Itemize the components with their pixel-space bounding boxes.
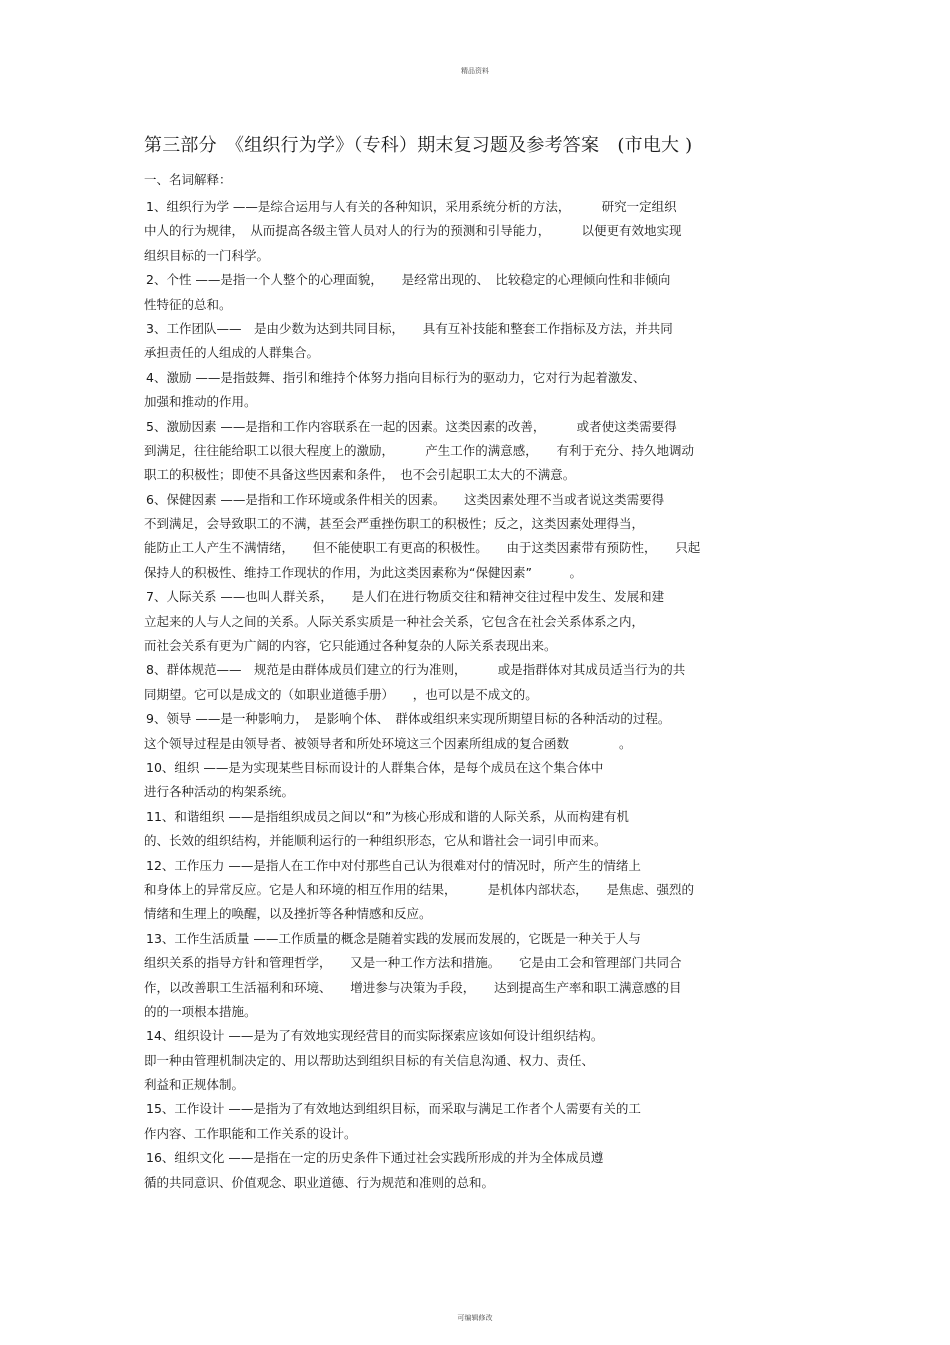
definition-term-line: 16、组织文化 ——是指在一定的历史条件下通过社会实践所形成的并为全体成员遵: [146, 1150, 604, 1166]
definition-term-line: 5、激励因素 ——是指和工作内容联系在一起的因素。这类因素的改善， 或者使这类需要得: [146, 418, 677, 434]
definition-text-line: 作，以改善职工生活福利和环境、 增进参与决策为手段， 达到提高生产率和职工满意感的目: [144, 979, 682, 995]
definition-text-line: 同期望。它可以是成文的（如职业道德手册） ，也可以是不成文的。: [144, 686, 538, 702]
definition-term-line: 13、工作生活质量 ——工作质量的概念是随着实践的发展而发展的，它既是一种关于人与: [146, 930, 641, 946]
definition-text-line: 立起来的人与人之间的关系。人际关系实质是一种社会关系，它包含在社会关系体系之内，: [144, 613, 645, 629]
definition-text-line: 中人的行为规律， 从而提高各级主管人员对人的行为的预测和引导能力， 以便更有效地实现: [144, 223, 682, 239]
definition-text-line: 组织目标的一门科学。: [144, 247, 270, 263]
definition-term-line: 14、组织设计 ——是为了有效地实现经营目的而实际探索应该如何设计组织结构。: [146, 1028, 604, 1044]
section-heading: 一、名词解释：: [144, 172, 232, 187]
definition-term-line: 9、领导 ——是一种影响力， 是影响个体、 群体或组织来实现所期望目标的各种活动的过程。: [146, 711, 671, 727]
definition-text-line: 而社会关系有更为广阔的内容，它只能通过各种复杂的人际关系表现出来。: [144, 638, 557, 654]
definition-term-line: 11、和谐组织 ——是指组织成员之间以“和”为核心形成和谐的人际关系，从而构建有机: [146, 808, 629, 824]
definition-text-line: 性特征的总和。: [144, 296, 232, 312]
definition-list: [144, 195, 810, 1195]
definition-term-line: 6、保健因素 ——是指和工作环境或条件相关的因素。 这类因素处理不当或者说这类需要得: [146, 491, 665, 507]
definition-term-line: 10、组织 ——是为实现某些目标而设计的人群集合体，是每个成员在这个集合体中: [146, 759, 604, 775]
footer-note: 可编辑修改: [457, 1314, 493, 1322]
definition-text-line: 作内容、工作职能和工作关系的设计。: [144, 1125, 357, 1141]
definition-text-line: 职工的积极性；即使不具备这些因素和条件， 也不会引起职工太大的不满意。: [144, 467, 576, 483]
definition-text-line: 的、长效的组织结构，并能顺利运行的一种组织形态，它从和谐社会一词引申而来。: [144, 833, 607, 849]
definition-term-line: 2、个性 ——是指一个人整个的心理面貌， 是经常出现的、 比较稳定的心理倾向性和非倾向: [146, 272, 671, 288]
definition-text-line: 进行各种活动的构架系统。: [144, 784, 295, 800]
definition-term-line: 12、工作压力 ——是指人在工作中对付那些自己认为很难对付的情况时，所产生的情绪上: [146, 857, 641, 873]
definition-text-line: 不到满足，会导致职工的不满，甚至会严重挫伤职工的积极性；反之，这类因素处理得当，: [144, 516, 645, 532]
definition-text-line: 保持人的积极性、维持工作现状的作用，为此这类因素称为“保健因素” 。: [144, 564, 582, 580]
header-note: 精品资料: [461, 67, 489, 75]
document-title: 第三部分 《组织行为学》（专科）期末复习题及参考答案 (市电大 ): [144, 135, 693, 156]
definition-text-line: 能防止工人产生不满情绪， 但不能使职工有更高的积极性。 由于这类因素带有预防性， 只起: [144, 540, 701, 556]
definition-text-line: 组织关系的指导方针和管理哲学， 又是一种工作方法和措施。 它是由工会和管理部门共同合: [144, 955, 682, 971]
definition-text-line: 循的共同意识、价值观念、职业道德、行为规范和准则的总和。: [144, 1174, 495, 1190]
definition-text-line: 到满足，往往能给职工以很大程度上的激励， 产生工作的满意感， 有利于充分、持久地调动: [144, 442, 695, 458]
definition-term-line: 1、组织行为学 ——是综合运用与人有关的各种知识，采用系统分析的方法， 研究一定组织: [146, 199, 677, 214]
definition-text-line: 加强和推动的作用。: [144, 394, 257, 410]
definition-text-line: 利益和正规体制。: [144, 1077, 245, 1093]
definition-term-line: 8、群体规范—— 规范是由群体成员们建立的行为准则， 或是指群体对其成员适当行为的共: [146, 662, 686, 678]
definition-text-line: 情绪和生理上的唤醒，以及挫折等各种情感和反应。: [144, 906, 432, 922]
definition-term-line: 7、人际关系 ——也叫人群关系， 是人们在进行物质交往和精神交往过程中发生、发展和建: [146, 589, 665, 605]
definition-text-line: 即一种由管理机制决定的、用以帮助达到组织目标的有关信息沟通、权力、责任、: [144, 1052, 595, 1068]
definition-text-line: 这个领导过程是由领导者、被领导者和所处环境这三个因素所组成的复合函数 。: [144, 735, 632, 751]
definition-text-line: 的的一项根本措施。: [144, 1003, 257, 1019]
definition-term-line: 15、工作设计 ——是指为了有效地达到组织目标，而采取与满足工作者个人需要有关的工: [146, 1101, 641, 1117]
definition-term-line: 4、激励 ——是指鼓舞、指引和维持个体努力指向目标行为的驱动力，它对行为起着激发、: [146, 369, 646, 385]
definition-term-line: 3、工作团队—— 是由少数为达到共同目标， 具有互补技能和整套工作指标及方法，并共同: [146, 320, 673, 336]
definition-text-line: 和身体上的异常反应。它是人和环境的相互作用的结果， 是机体内部状态， 是焦虑、强烈的: [144, 881, 695, 897]
definition-text-line: 承担责任的人组成的人群集合。: [144, 345, 320, 361]
